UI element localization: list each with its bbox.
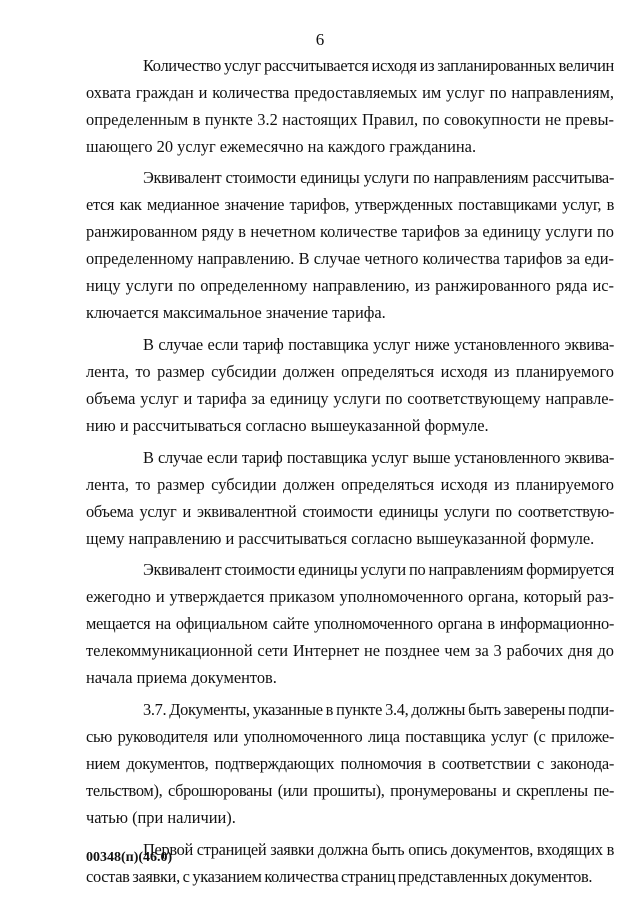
- text-line: чатью (при наличии).: [86, 808, 236, 827]
- text-line: объема услуг и эквивалентной стоимости единицы услуги по соответствую-: [86, 502, 614, 521]
- text-line: объема услуг и тарифа за единицу услуги по соответствующему направле-: [86, 389, 614, 408]
- paragraph-section-3-7: [86, 696, 614, 831]
- text-line: Количество услуг рассчитывается исходя из запланированных величин: [143, 56, 614, 75]
- page-number: 6: [315, 30, 325, 49]
- text-line: ежегодно и утверждается приказом уполномоченного органа, который раз-: [86, 587, 614, 606]
- text-line: ется как медианное значение тарифов, утвержденных поставщиками услуг, в: [86, 195, 614, 214]
- paragraph-services-count: [86, 52, 614, 160]
- text-line: В случае если тариф поставщика услуг выше установленного эквива-: [143, 448, 614, 467]
- text-line: Первой страницей заявки должна быть опись документов, входящих в: [143, 840, 614, 859]
- text-line: Эквивалент стоимости единицы услуги по направлениям формируется: [143, 560, 614, 579]
- text-line: ницу услуги по определенному направлению, из ранжированного ряда ис-: [86, 276, 614, 295]
- text-line: лента, то размер субсидии должен определяться исходя из планируемого: [86, 362, 614, 381]
- text-line: начала приема документов.: [86, 668, 277, 687]
- paragraph-tariff-above: [86, 444, 614, 552]
- text-line: сью руководителя или уполномоченного лица поставщика услуг (с приложе-: [86, 727, 614, 746]
- text-line: нию и рассчитываться согласно вышеуказанной формуле.: [86, 416, 489, 435]
- text-line: лента, то размер субсидии должен определяться исходя из планируемого: [86, 475, 614, 494]
- text-line: нием документов, подтверждающих полномочия в соответствии с законода-: [86, 754, 614, 773]
- text-line: Эквивалент стоимости единицы услуги по направлениям рассчитыва-: [143, 168, 614, 187]
- text-line: В случае если тариф поставщика услуг ниже установленного эквива-: [143, 335, 614, 354]
- text-line: состав заявки, с указанием количества страниц представленных документов.: [86, 867, 593, 886]
- text-line: определенному направлению. В случае четного количества тарифов за еди-: [86, 249, 614, 268]
- text-line: ключается максимальное значение тарифа.: [86, 303, 386, 322]
- paragraph-equivalent-approval: [86, 556, 614, 691]
- text-line: щему направлению и рассчитываться согласно вышеуказанной формуле.: [86, 529, 595, 548]
- paragraph-cost-equivalent: [86, 164, 614, 326]
- document-code: 00348(п)(46.0): [86, 850, 173, 865]
- paragraph-tariff-below: [86, 331, 614, 439]
- text-line: тельством), сброшюрованы (или прошиты), пронумерованы и скреплены пе-: [86, 781, 614, 800]
- text-line: 3.7. Документы, указанные в пункте 3.4, должны быть заверены подпи-: [143, 700, 614, 719]
- text-line: охвата граждан и количества предоставляемых им услуг по направлениям,: [86, 83, 614, 102]
- document-body: [86, 52, 614, 890]
- text-line: шающего 20 услуг ежемесячно на каждого гражданина.: [86, 137, 477, 156]
- text-line: ранжированном ряду в нечетном количестве тарифов за единицу услуги по: [86, 222, 614, 241]
- text-line: мещается на официальном сайте уполномоченного органа в информационно-: [86, 614, 614, 633]
- text-line: определенным в пункте 3.2 настоящих Правил, по совокупности не превы-: [86, 110, 614, 129]
- text-line: телекоммуникационной сети Интернет не позднее чем за 3 рабочих дня до: [86, 641, 614, 660]
